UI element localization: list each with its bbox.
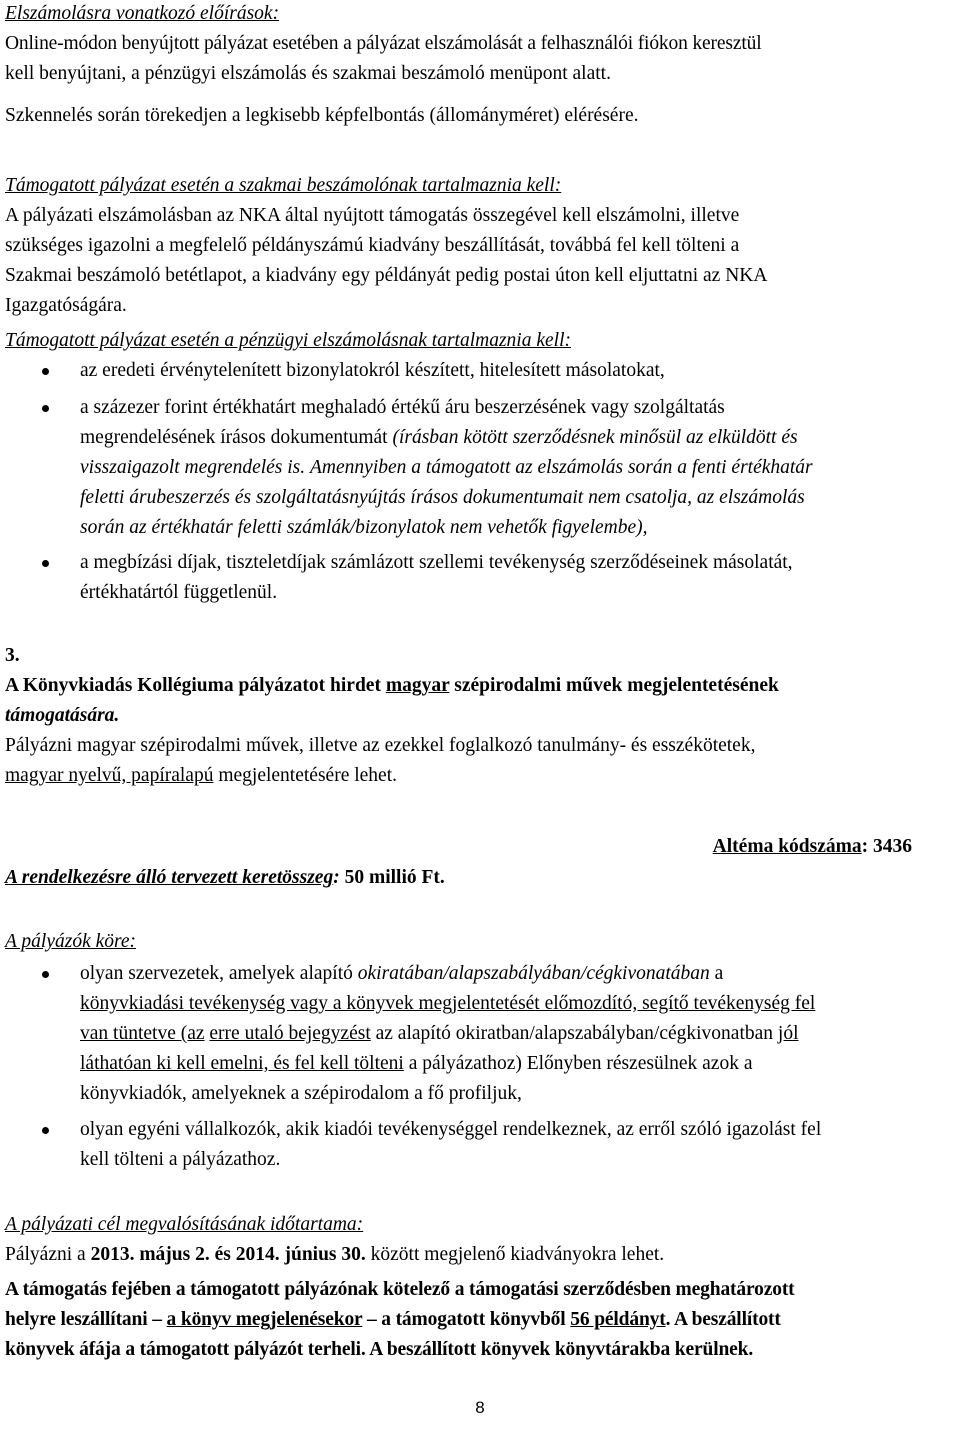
professional-report-heading: Támogatott pályázat esetén a szakmai beszámolónak tartalmaznia kell:: [5, 175, 562, 196]
settlement-line-2: kell benyújtani, a pénzügyi elszámolás és szakmai beszámoló menüpont alatt.: [5, 63, 611, 84]
applicants-section: [5, 927, 956, 1175]
financial-section: [5, 326, 956, 608]
applicants-list: [5, 959, 956, 1175]
settlement-section: [5, 0, 956, 89]
professional-report-section: [5, 171, 956, 321]
list-item: olyan szervezetek, amelyek alapító okiratában/alapszabályában/cégkivonatában a könyvkiadási tevékenység vagy a könyvek megjelentetését előmozdító, segítő tevékenység fel van tüntetve (az erre utaló bejegyzést az alapító okiratban/alapszabályban/cégkivonatban jól láthatóan ki kell emelni, és fel kell tölteni a pályázathoz) Előnyben részesülnek azok a könyvkiadók, amelyeknek a szépirodalom a fő profiljuk,: [5, 959, 956, 1109]
applicants-heading: A pályázók köre:: [5, 931, 137, 952]
bullet-icon: [42, 368, 49, 375]
list-item: a százezer forint értékhatárt meghaladó értékű áru beszerzésének vagy szolgáltatás megrendelésének írásos dokumentumát (írásban kötött szerződésnek minősül az elküldött és visszaigazolt megrendelés is. Amennyiben a támogatott az elszámolás során a fenti értékhatár feletti árubeszerzés és szolgáltatásnyújtás írásos dokumentumait nem csatolja, az elszámolás során az értékhatár feletti számlák/bizonylatok nem vehetők figyelembe),: [5, 393, 956, 543]
budget-line: A rendelkezésre álló tervezett keretösszeg: 50 millió Ft.: [5, 867, 445, 888]
settlement-heading: Elszámolásra vonatkozó előírások:: [5, 3, 280, 24]
professional-line: Szakmai beszámoló betétlapot, a kiadvány egy példányát pedig postai úton kell eljuttatni az NKA: [5, 265, 768, 286]
professional-line: Igazgatóságára.: [5, 295, 127, 316]
timeframe-heading: A pályázati cél megvalósításának időtartama:: [5, 1214, 364, 1235]
settlement-line-1: Online-módon benyújtott pályázat esetében a pályázat elszámolását a felhasználói fiókon keresztül: [5, 33, 762, 54]
section-number: 3.: [5, 645, 20, 666]
financial-heading: Támogatott pályázat esetén a pénzügyi elszámolásnak tartalmaznia kell:: [5, 330, 571, 351]
list-item: a megbízási díjak, tiszteletdíjak számlázott szellemi tevékenység szerződéseinek másolatát, értékhatártól függetlenül.: [5, 548, 956, 608]
obligation-section: A támogatás fejében a támogatott pályázónak kötelező a támogatási szerződésben meghatározott helyre leszállítani – a könyv megjelenésekor – a támogatott könyvből 56 példányt. A beszállított könyvek áfája a támogatott pályázót terheli. A beszállított könyvek könyvtárakba kerülnek.: [5, 1279, 795, 1360]
call-3-section: 3. A Könyvkiadás Kollégiuma pályázatot hirdet magyar szépirodalmi művek megjelentetésének támogatására. Pályázni magyar szépirodalmi művek, illetve az ezekkel foglalkozó tanulmány- és esszékötetek, magyar nyelvű, papíralapú megjelentetésére lehet.: [5, 641, 956, 791]
professional-line: A pályázati elszámolásban az NKA által nyújtott támogatás összegével kell elszámolni, illetve: [5, 205, 740, 226]
list-item: az eredeti érvénytelenített bizonylatokról készített, hitelesített másolatokat,: [5, 356, 956, 386]
financial-list: [5, 356, 956, 608]
call-title: A Könyvkiadás Kollégiuma pályázatot hirdet magyar szépirodalmi művek megjelentetésének: [5, 675, 779, 696]
bullet-icon: [42, 560, 49, 567]
bullet-icon: [42, 971, 49, 978]
bullet-icon: [42, 405, 49, 412]
professional-line: szükséges igazolni a megfelelő példányszámú kiadvány beszállítását, továbbá fel kell tölteni a: [5, 235, 740, 256]
page-number: 8: [475, 1398, 485, 1417]
list-item: olyan egyéni vállalkozók, akik kiadói tevékenységgel rendelkeznek, az erről szóló igazolást fel kell tölteni a pályázathoz.: [5, 1115, 956, 1175]
timeframe-section: A pályázati cél megvalósításának időtartama: Pályázni a 2013. május 2. és 2014. június 30. között megjelenő kiadványokra lehet.: [5, 1214, 665, 1265]
scan-note: Szkennelés során törekedjen a legkisebb képfelbontás (állományméret) elérésére.: [5, 105, 639, 126]
subtopic-code: Altéma kódszáma: 3436: [712, 836, 912, 857]
bullet-icon: [42, 1127, 49, 1134]
